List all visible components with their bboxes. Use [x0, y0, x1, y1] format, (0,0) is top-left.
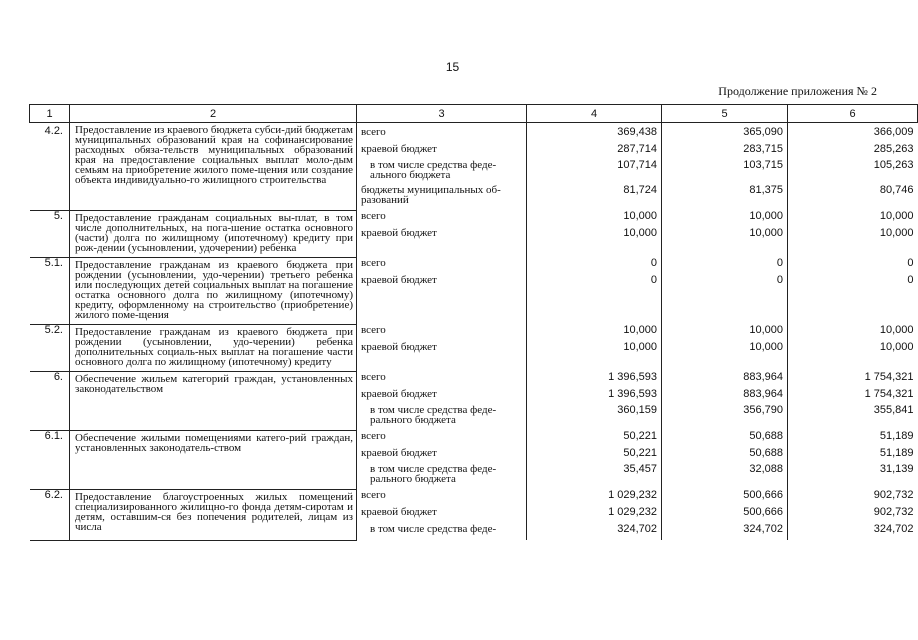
- value-col-5: 103,715: [743, 159, 783, 171]
- header-row: [30, 105, 918, 123]
- row-number: 6.2.: [30, 489, 70, 540]
- funding-source-cell: [357, 371, 527, 430]
- funding-source: в том числе средства феде-: [370, 523, 497, 535]
- value-col-4: 324,702: [617, 523, 657, 535]
- value-col-4: 0: [650, 274, 657, 286]
- value-col-6: 0: [907, 257, 914, 269]
- row-description: Обеспечение жилыми помещениями катего-рий граждан, установленных законодатель-ством: [70, 430, 357, 489]
- row-number: 6.: [30, 371, 70, 430]
- funding-source: всего: [361, 210, 386, 222]
- value-col-6: 31,139: [879, 463, 914, 475]
- value-col-4: 10,000: [623, 341, 657, 353]
- value-col-5: 283,715: [743, 143, 783, 155]
- funding-source: краевой бюджет: [361, 388, 437, 400]
- value-col-5-cell: [662, 210, 788, 257]
- row-number: 5.1.: [30, 257, 70, 324]
- value-col-4: 81,724: [623, 184, 657, 196]
- value-col-5-cell: [662, 430, 788, 489]
- row-number: 4.2.: [30, 123, 70, 211]
- value-col-4: 50,221: [623, 447, 657, 459]
- value-col-6: 10,000: [879, 324, 914, 336]
- value-col-5: 10,000: [749, 227, 783, 239]
- value-col-6: 355,841: [873, 404, 914, 416]
- value-col-4-cell: [527, 430, 662, 489]
- funding-source: краевой бюджет: [361, 274, 437, 286]
- value-col-5: 883,964: [743, 371, 783, 383]
- value-col-6: 366,009: [873, 126, 914, 138]
- value-col-6: 80,746: [879, 184, 914, 196]
- column-header: 5: [662, 105, 788, 123]
- row-description: Предоставление гражданам из краевого бюджета при рождении (усыновлении, удо-черении) ребенка дополнительных социаль-ных выплат на погашение части основного долга по жилищному (ипотечному) кредиту: [70, 324, 357, 371]
- value-col-4-cell: [527, 123, 662, 211]
- funding-source-cell: [357, 210, 527, 257]
- value-col-5: 50,688: [749, 430, 783, 442]
- table-body: [30, 123, 918, 541]
- column-header: 4: [527, 105, 662, 123]
- funding-source: всего: [361, 489, 386, 501]
- row-description: Предоставление гражданам из краевого бюджета при рождении (усыновлении, удо-черении) третьего ребенка или последующих детей социальных выплат на погашение остатка основного долга по жилищному (ипотечному) кредиту, оформленному на строительство (приобретение) жилого поме-щения: [70, 257, 357, 324]
- value-col-6-cell: [788, 430, 918, 489]
- value-col-4-cell: [527, 257, 662, 324]
- table-row: [30, 430, 918, 489]
- row-description: Обеспечение жильем категорий граждан, установленных законодательством: [70, 371, 357, 430]
- value-col-6-cell: [788, 257, 918, 324]
- funding-source: всего: [361, 126, 386, 138]
- value-col-6: 51,189: [879, 447, 914, 459]
- value-col-6: 902,732: [873, 506, 914, 518]
- value-col-4: 369,438: [617, 126, 657, 138]
- continuation-label: Продолжение приложения № 2: [718, 84, 877, 98]
- row-number: 5.2.: [30, 324, 70, 371]
- value-col-5: 500,666: [743, 506, 783, 518]
- funding-source-cell: [357, 257, 527, 324]
- value-col-6-cell: [788, 210, 918, 257]
- value-col-5: 81,375: [749, 184, 783, 196]
- value-col-6: 324,702: [873, 523, 914, 535]
- funding-source: краевой бюджет: [361, 227, 437, 239]
- value-col-6: 1 754,321: [864, 388, 914, 400]
- funding-source: бюджеты муниципальных об-разований: [361, 184, 501, 206]
- funding-source: в том числе средства феде-рального бюджета: [370, 463, 497, 485]
- funding-source-cell: [357, 123, 527, 211]
- table-row: [30, 257, 918, 324]
- value-col-5: 0: [776, 257, 783, 269]
- value-col-4: 360,159: [617, 404, 657, 416]
- value-col-4: 1 396,593: [608, 388, 657, 400]
- column-header: 3: [357, 105, 527, 123]
- value-col-5-cell: [662, 489, 788, 540]
- funding-source: краевой бюджет: [361, 143, 437, 155]
- value-col-5: 10,000: [749, 210, 783, 222]
- funding-source: всего: [361, 371, 386, 383]
- funding-source: краевой бюджет: [361, 341, 437, 353]
- value-col-6-cell: [788, 324, 918, 371]
- funding-source-cell: [357, 489, 527, 540]
- page-number: 15: [445, 60, 460, 74]
- value-col-6-cell: [788, 371, 918, 430]
- value-col-6: 285,263: [873, 143, 914, 155]
- value-col-5-cell: [662, 371, 788, 430]
- value-col-5: 324,702: [743, 523, 783, 535]
- row-description: Предоставление из краевого бюджета субси-дий бюджетам муниципальных образований края на софинансирование расходных обяза-тельств муниципальных образований края на предоставление социальных выплат моло-дым семьям на приобретение жилого поме-щения или создание объекта индивидуально-го жилищного строительства: [70, 123, 357, 211]
- column-header: 6: [788, 105, 918, 123]
- funding-source: всего: [361, 430, 386, 442]
- row-description: Предоставление гражданам социальных вы-плат, в том числе дополнительных, на пога-шение остатка основного (части) долга по жилищному (ипотечному) кредиту при рож-дении (усыновлении, удочерении) ребенка: [70, 210, 357, 257]
- value-col-6: 1 754,321: [864, 371, 914, 383]
- value-col-5: 356,790: [743, 404, 783, 416]
- table-row: [30, 324, 918, 371]
- value-col-5-cell: [662, 257, 788, 324]
- value-col-5: 365,090: [743, 126, 783, 138]
- funding-source-cell: [357, 430, 527, 489]
- value-col-4-cell: [527, 371, 662, 430]
- value-col-6: 10,000: [879, 227, 914, 239]
- funding-source-cell: [357, 324, 527, 371]
- value-col-5: 50,688: [749, 447, 783, 459]
- value-col-4: 50,221: [623, 430, 657, 442]
- funding-source: в том числе средства феде-рального бюджета: [370, 404, 497, 426]
- value-col-6: 10,000: [879, 341, 914, 353]
- value-col-5: 10,000: [749, 341, 783, 353]
- row-number: 6.1.: [30, 430, 70, 489]
- value-col-5: 32,088: [749, 463, 783, 475]
- budget-table: [29, 104, 918, 541]
- funding-source: всего: [361, 257, 386, 269]
- funding-source: в том числе средства феде-ального бюджета: [370, 159, 497, 181]
- value-col-4: 10,000: [623, 324, 657, 336]
- value-col-5-cell: [662, 324, 788, 371]
- value-col-5-cell: [662, 123, 788, 211]
- value-col-6: 105,263: [873, 159, 914, 171]
- value-col-4-cell: [527, 489, 662, 540]
- value-col-6: 0: [907, 274, 914, 286]
- value-col-5: 883,964: [743, 388, 783, 400]
- funding-source: всего: [361, 324, 386, 336]
- value-col-6: 51,189: [879, 430, 914, 442]
- row-number: 5.: [30, 210, 70, 257]
- value-col-6: 902,732: [873, 489, 914, 501]
- value-col-5: 0: [776, 274, 783, 286]
- value-col-4-cell: [527, 324, 662, 371]
- value-col-4: 10,000: [623, 210, 657, 222]
- table-row: [30, 210, 918, 257]
- value-col-4: 10,000: [623, 227, 657, 239]
- value-col-6-cell: [788, 123, 918, 211]
- funding-source: краевой бюджет: [361, 506, 437, 518]
- table-row: [30, 371, 918, 430]
- value-col-4: 35,457: [623, 463, 657, 475]
- value-col-5: 500,666: [743, 489, 783, 501]
- value-col-4: 107,714: [617, 159, 657, 171]
- column-header: 1: [30, 105, 70, 123]
- value-col-4: 0: [650, 257, 657, 269]
- value-col-4: 1 029,232: [608, 489, 657, 501]
- value-col-4: 1 029,232: [608, 506, 657, 518]
- value-col-6: 10,000: [879, 210, 914, 222]
- value-col-4-cell: [527, 210, 662, 257]
- value-col-6-cell: [788, 489, 918, 540]
- table-row: [30, 489, 918, 540]
- value-col-4: 287,714: [617, 143, 657, 155]
- value-col-5: 10,000: [749, 324, 783, 336]
- column-header: 2: [70, 105, 357, 123]
- table-row: [30, 123, 918, 211]
- row-description: Предоставление благоустроенных жилых помещений специализированного жилищно-го фонда детям-сиротам и детям, оставшим-ся без попечения родителей, лицам из числа: [70, 489, 357, 540]
- value-col-4: 1 396,593: [608, 371, 657, 383]
- funding-source: краевой бюджет: [361, 447, 437, 459]
